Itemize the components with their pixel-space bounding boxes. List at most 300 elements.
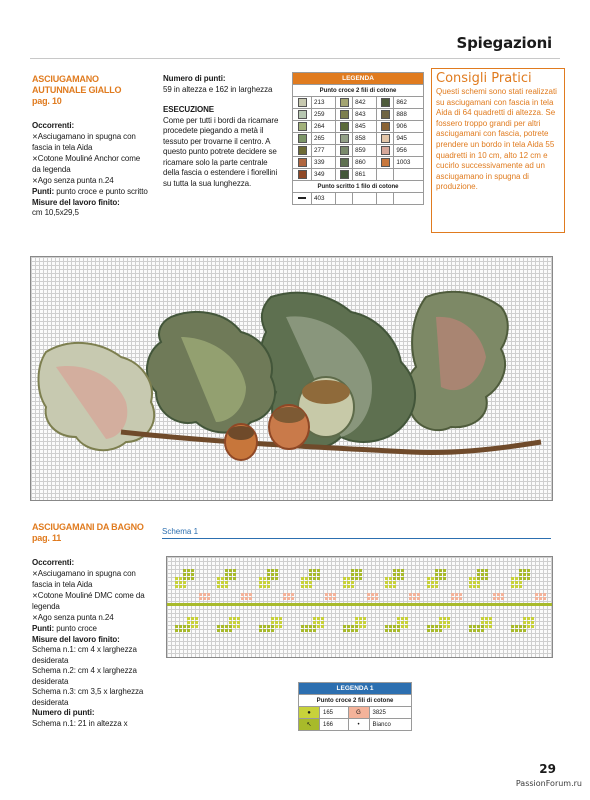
stitch [263, 585, 266, 588]
scritto-label: Punto scritto 1 filo di cotone [293, 181, 424, 193]
stitch [515, 625, 518, 628]
stitch [393, 585, 396, 588]
stitch [191, 577, 194, 580]
stitch [523, 569, 526, 572]
legenda-swatch [293, 169, 312, 181]
stitch [363, 617, 366, 620]
stitch [291, 593, 294, 596]
stitch [359, 621, 362, 624]
stitch [271, 569, 274, 572]
stitch [351, 625, 354, 628]
stitch [313, 617, 316, 620]
stitch [207, 597, 210, 600]
stitch [183, 629, 186, 632]
stitch [191, 621, 194, 624]
stitch [233, 577, 236, 580]
stitch [351, 585, 354, 588]
stitch [427, 585, 430, 588]
stitch [531, 625, 534, 628]
legenda-swatch [377, 133, 394, 145]
misure-label: Misure del lavoro finito: [32, 634, 120, 644]
legenda-swatch [377, 109, 394, 121]
occorrenti-label: Occorrenti: [32, 121, 75, 130]
stitch [519, 629, 522, 632]
oak-pattern-chart [30, 256, 553, 501]
stitch [313, 573, 316, 576]
stitch [217, 625, 220, 628]
stitch [229, 573, 232, 576]
stitch [435, 585, 438, 588]
stitch [305, 585, 308, 588]
legenda-swatch [336, 145, 353, 157]
legenda-1-box [298, 682, 412, 731]
stitch [469, 625, 472, 628]
stitch [187, 625, 190, 628]
stitch [447, 621, 450, 624]
stitch [187, 577, 190, 580]
stitch [343, 625, 346, 628]
stitch [191, 573, 194, 576]
legenda-1-swatch: G [348, 707, 369, 719]
legenda-row [293, 109, 424, 121]
stitch [473, 625, 476, 628]
stitch [275, 617, 278, 620]
stitch [259, 629, 262, 632]
stitch [233, 617, 236, 620]
stitch [409, 597, 412, 600]
stitch [531, 621, 534, 624]
stitch [435, 569, 438, 572]
stitch [397, 621, 400, 624]
stitch [259, 581, 262, 584]
stitch [333, 597, 336, 600]
stitch [363, 625, 366, 628]
stitch [409, 593, 412, 596]
stitch [359, 617, 362, 620]
legenda-swatch [293, 109, 312, 121]
stitch [393, 569, 396, 572]
stitch [199, 597, 202, 600]
legenda-row [293, 97, 424, 109]
stitch [481, 573, 484, 576]
legenda-rows [293, 97, 424, 181]
stitch [443, 625, 446, 628]
misure-line: Schema n.3: cm 3,5 x larghezza desiderata [32, 687, 144, 707]
stitch [245, 597, 248, 600]
stitch [401, 617, 404, 620]
stitch [229, 621, 232, 624]
stitch [183, 585, 186, 588]
stitch [397, 629, 400, 632]
stitch [267, 585, 270, 588]
stitch [359, 577, 362, 580]
stitch [375, 597, 378, 600]
stitch [481, 629, 484, 632]
stitch [515, 581, 518, 584]
stitch [225, 577, 228, 580]
stitch [351, 577, 354, 580]
stitch [233, 621, 236, 624]
stitch [371, 593, 374, 596]
legenda-code: 842 [353, 97, 377, 109]
stitch [455, 597, 458, 600]
legenda-row [293, 121, 424, 133]
stitch [275, 577, 278, 580]
stitch [469, 577, 472, 580]
stitch [439, 573, 442, 576]
legenda-code: 845 [353, 121, 377, 133]
bagno-column [32, 522, 156, 729]
stitch [515, 629, 518, 632]
stitch [481, 617, 484, 620]
stitch [233, 625, 236, 628]
legenda-swatch [336, 157, 353, 169]
stitch [275, 625, 278, 628]
stitch [477, 585, 480, 588]
stitch [175, 581, 178, 584]
stitch [405, 617, 408, 620]
stitch [183, 569, 186, 572]
stitch [371, 597, 374, 600]
stitch [241, 597, 244, 600]
legenda-1-swatch: ● [299, 707, 320, 719]
stitch [271, 621, 274, 624]
stitch [217, 585, 220, 588]
legenda-code: 945 [394, 133, 424, 145]
stitch [501, 593, 504, 596]
autunnale-column [32, 74, 150, 219]
stitch [469, 629, 472, 632]
legenda-code: 906 [394, 121, 424, 133]
stitch [267, 625, 270, 628]
autunnale-details [163, 74, 283, 189]
stitch [417, 597, 420, 600]
stitch [283, 593, 286, 596]
stitch [287, 597, 290, 600]
stitch [325, 597, 328, 600]
stitch [203, 593, 206, 596]
legenda-swatch [336, 169, 353, 181]
esecuzione-text: Come per tutti i bordi da ricamare procedete piegando a metà il tessuto per trovarne il centro. A questo punto potrete decidere se ricamare solo la parte centrale della fascia o estendere i fiorellini su tutta la sua lunghezza. [163, 115, 279, 188]
legenda-1-code: 3825 [369, 707, 412, 719]
numero-value: 59 in altezza e 162 in larghezza [163, 84, 273, 94]
stitch [481, 577, 484, 580]
stitch [397, 625, 400, 628]
stitch [275, 621, 278, 624]
stitch [355, 629, 358, 632]
stitch [195, 617, 198, 620]
stitch [301, 625, 304, 628]
stitch [259, 585, 262, 588]
stitch [427, 581, 430, 584]
stitch [279, 621, 282, 624]
legenda-code: 888 [394, 109, 424, 121]
stitch [435, 625, 438, 628]
stitch [187, 569, 190, 572]
stitch [175, 585, 178, 588]
stitch [389, 577, 392, 580]
stitch [317, 573, 320, 576]
stitch [489, 617, 492, 620]
stitch [481, 569, 484, 572]
stitch [317, 577, 320, 580]
legenda-swatch [377, 169, 394, 181]
stitch [523, 617, 526, 620]
stitch [519, 577, 522, 580]
stitch [183, 573, 186, 576]
stitch [221, 585, 224, 588]
stitch [203, 597, 206, 600]
stitch [401, 573, 404, 576]
stitch [451, 597, 454, 600]
bagno-materials [32, 558, 156, 729]
stitch [413, 597, 416, 600]
stitch [519, 573, 522, 576]
stitch [355, 617, 358, 620]
consigli-text: Questi schemi sono stati realizzati su asciugamani con fascia in tela Aida di 64 quadretti di altezza. Se fossero troppo grandi per altri asciugamani con fascia, potrete prendere un bordo in tela Aida 55 quadretti in 10 cm, alto 12 cm e cucirlo successivamente ad un asciugamano in spugna di produzione. [436, 87, 557, 192]
stitch [443, 621, 446, 624]
stitch [543, 593, 546, 596]
stitch [325, 593, 328, 596]
stitch [473, 581, 476, 584]
stitch [477, 577, 480, 580]
stitch [443, 573, 446, 576]
stitch [321, 617, 324, 620]
stitch [309, 577, 312, 580]
stitch [397, 573, 400, 576]
stitch [417, 593, 420, 596]
section-title: Spiegazioni [456, 34, 552, 52]
stitch [359, 625, 362, 628]
legenda-swatch [293, 157, 312, 169]
stitch [217, 577, 220, 580]
stitch [477, 581, 480, 584]
stitch [447, 625, 450, 628]
stitch [485, 577, 488, 580]
stitch [535, 597, 538, 600]
stitch [527, 617, 530, 620]
stitch [309, 625, 312, 628]
legenda-1-code: Bianco [369, 719, 412, 731]
stitch [313, 569, 316, 572]
stitch [485, 569, 488, 572]
stitch [225, 581, 228, 584]
stitch [355, 569, 358, 572]
stitch [385, 577, 388, 580]
stitch [229, 569, 232, 572]
legenda-code: 956 [394, 145, 424, 157]
legenda-row [293, 169, 424, 181]
stitch [489, 625, 492, 628]
stitch [427, 625, 430, 628]
esecuzione-label: ESECUZIONE [163, 105, 215, 114]
legenda-swatch [377, 157, 394, 169]
stitch [329, 597, 332, 600]
stitch [431, 581, 434, 584]
stitch [477, 573, 480, 576]
stitch [493, 597, 496, 600]
stitch [493, 593, 496, 596]
stitch [489, 621, 492, 624]
stitch [263, 629, 266, 632]
stitch [431, 577, 434, 580]
stitch [389, 585, 392, 588]
numero-label: Numero di punti: [32, 708, 95, 717]
stitch [301, 577, 304, 580]
stitch [271, 617, 274, 620]
stitch [229, 629, 232, 632]
stitch [229, 577, 232, 580]
material-item: ✕ Cotone Mouliné DMC come da legenda [32, 591, 156, 613]
stitch [397, 569, 400, 572]
stitch [431, 629, 434, 632]
stitch [195, 625, 198, 628]
stitch [367, 593, 370, 596]
stitch [259, 625, 262, 628]
stitch [389, 629, 392, 632]
stitch [443, 577, 446, 580]
legenda-subtitle: Punto croce 2 fili di cotone [293, 85, 424, 97]
stitch [305, 581, 308, 584]
legenda-1-code: 165 [320, 707, 349, 719]
legenda-row [293, 157, 424, 169]
stitch [347, 625, 350, 628]
stitch [187, 617, 190, 620]
stitch [375, 593, 378, 596]
stitch [515, 585, 518, 588]
stitch [455, 593, 458, 596]
stitch [497, 593, 500, 596]
stitch [447, 617, 450, 620]
numero-label: Numero di punti: [163, 74, 226, 83]
stitch [271, 577, 274, 580]
stitch [317, 625, 320, 628]
stitch [221, 581, 224, 584]
stitch [401, 569, 404, 572]
legenda-code: 858 [353, 133, 377, 145]
stitch [207, 593, 210, 596]
consigli-box [431, 68, 565, 233]
stitch [401, 625, 404, 628]
legenda-1-title: LEGENDA 1 [299, 683, 412, 695]
stitch [431, 625, 434, 628]
legenda-box [292, 72, 424, 205]
stitch [175, 577, 178, 580]
stitch [515, 577, 518, 580]
stitch [287, 593, 290, 596]
legenda-swatch [336, 109, 353, 121]
stitch [355, 573, 358, 576]
stitch [385, 585, 388, 588]
stitch [267, 569, 270, 572]
stitch [485, 573, 488, 576]
stitch [225, 573, 228, 576]
stitch [343, 581, 346, 584]
stitch [343, 585, 346, 588]
stitch [401, 577, 404, 580]
legenda-swatch [336, 133, 353, 145]
stitch [539, 597, 542, 600]
stitch [313, 577, 316, 580]
legenda-table [292, 72, 424, 205]
stitch [535, 593, 538, 596]
stitch [397, 617, 400, 620]
stitch [179, 625, 182, 628]
stitch [221, 629, 224, 632]
stitch [179, 629, 182, 632]
numero-value: Schema n.1: 21 in altezza x [32, 718, 128, 728]
stitch [439, 577, 442, 580]
misure-line: Schema n.1: cm 4 x larghezza desiderata [32, 645, 137, 665]
legenda-1-swatch: ↖ [299, 719, 320, 731]
legenda-code: 843 [353, 109, 377, 121]
stitch [477, 629, 480, 632]
stitch [389, 625, 392, 628]
stitch [279, 617, 282, 620]
stitch [237, 617, 240, 620]
stitch [233, 573, 236, 576]
legenda-code: 349 [312, 169, 336, 181]
stitch [363, 621, 366, 624]
stitch [317, 617, 320, 620]
legenda-swatch [377, 121, 394, 133]
legenda-code: 213 [312, 97, 336, 109]
legenda-code: 265 [312, 133, 336, 145]
legenda-swatch [336, 97, 353, 109]
legenda-swatch [293, 145, 312, 157]
legenda-code: 859 [353, 145, 377, 157]
stitch [427, 577, 430, 580]
stitch [527, 569, 530, 572]
stitch [225, 625, 228, 628]
stitch [187, 629, 190, 632]
stitch [355, 577, 358, 580]
legenda-1-rows [299, 707, 412, 731]
autunnale-page: pag. 10 [32, 96, 62, 106]
stitch [431, 585, 434, 588]
legenda-1-row [299, 707, 412, 719]
stitch [427, 629, 430, 632]
stitch [519, 625, 522, 628]
stitch [523, 629, 526, 632]
stitch [179, 577, 182, 580]
stitch [347, 629, 350, 632]
stitch [321, 625, 324, 628]
stitch [267, 581, 270, 584]
stitch [351, 573, 354, 576]
stitch [405, 621, 408, 624]
stitch [393, 573, 396, 576]
stitch [485, 621, 488, 624]
stitch [485, 625, 488, 628]
stitch [183, 581, 186, 584]
stitch [175, 625, 178, 628]
stitch [385, 629, 388, 632]
stitch [271, 573, 274, 576]
legenda-swatch [293, 121, 312, 133]
misure-line: Schema n.2: cm 4 x larghezza desiderata [32, 666, 137, 686]
stitch [477, 569, 480, 572]
stitch [443, 569, 446, 572]
legenda-swatch [293, 97, 312, 109]
stitch [523, 577, 526, 580]
stitch [343, 629, 346, 632]
stitch [233, 569, 236, 572]
stitch [439, 629, 442, 632]
stitch [241, 593, 244, 596]
stitch [393, 581, 396, 584]
stitch [183, 577, 186, 580]
